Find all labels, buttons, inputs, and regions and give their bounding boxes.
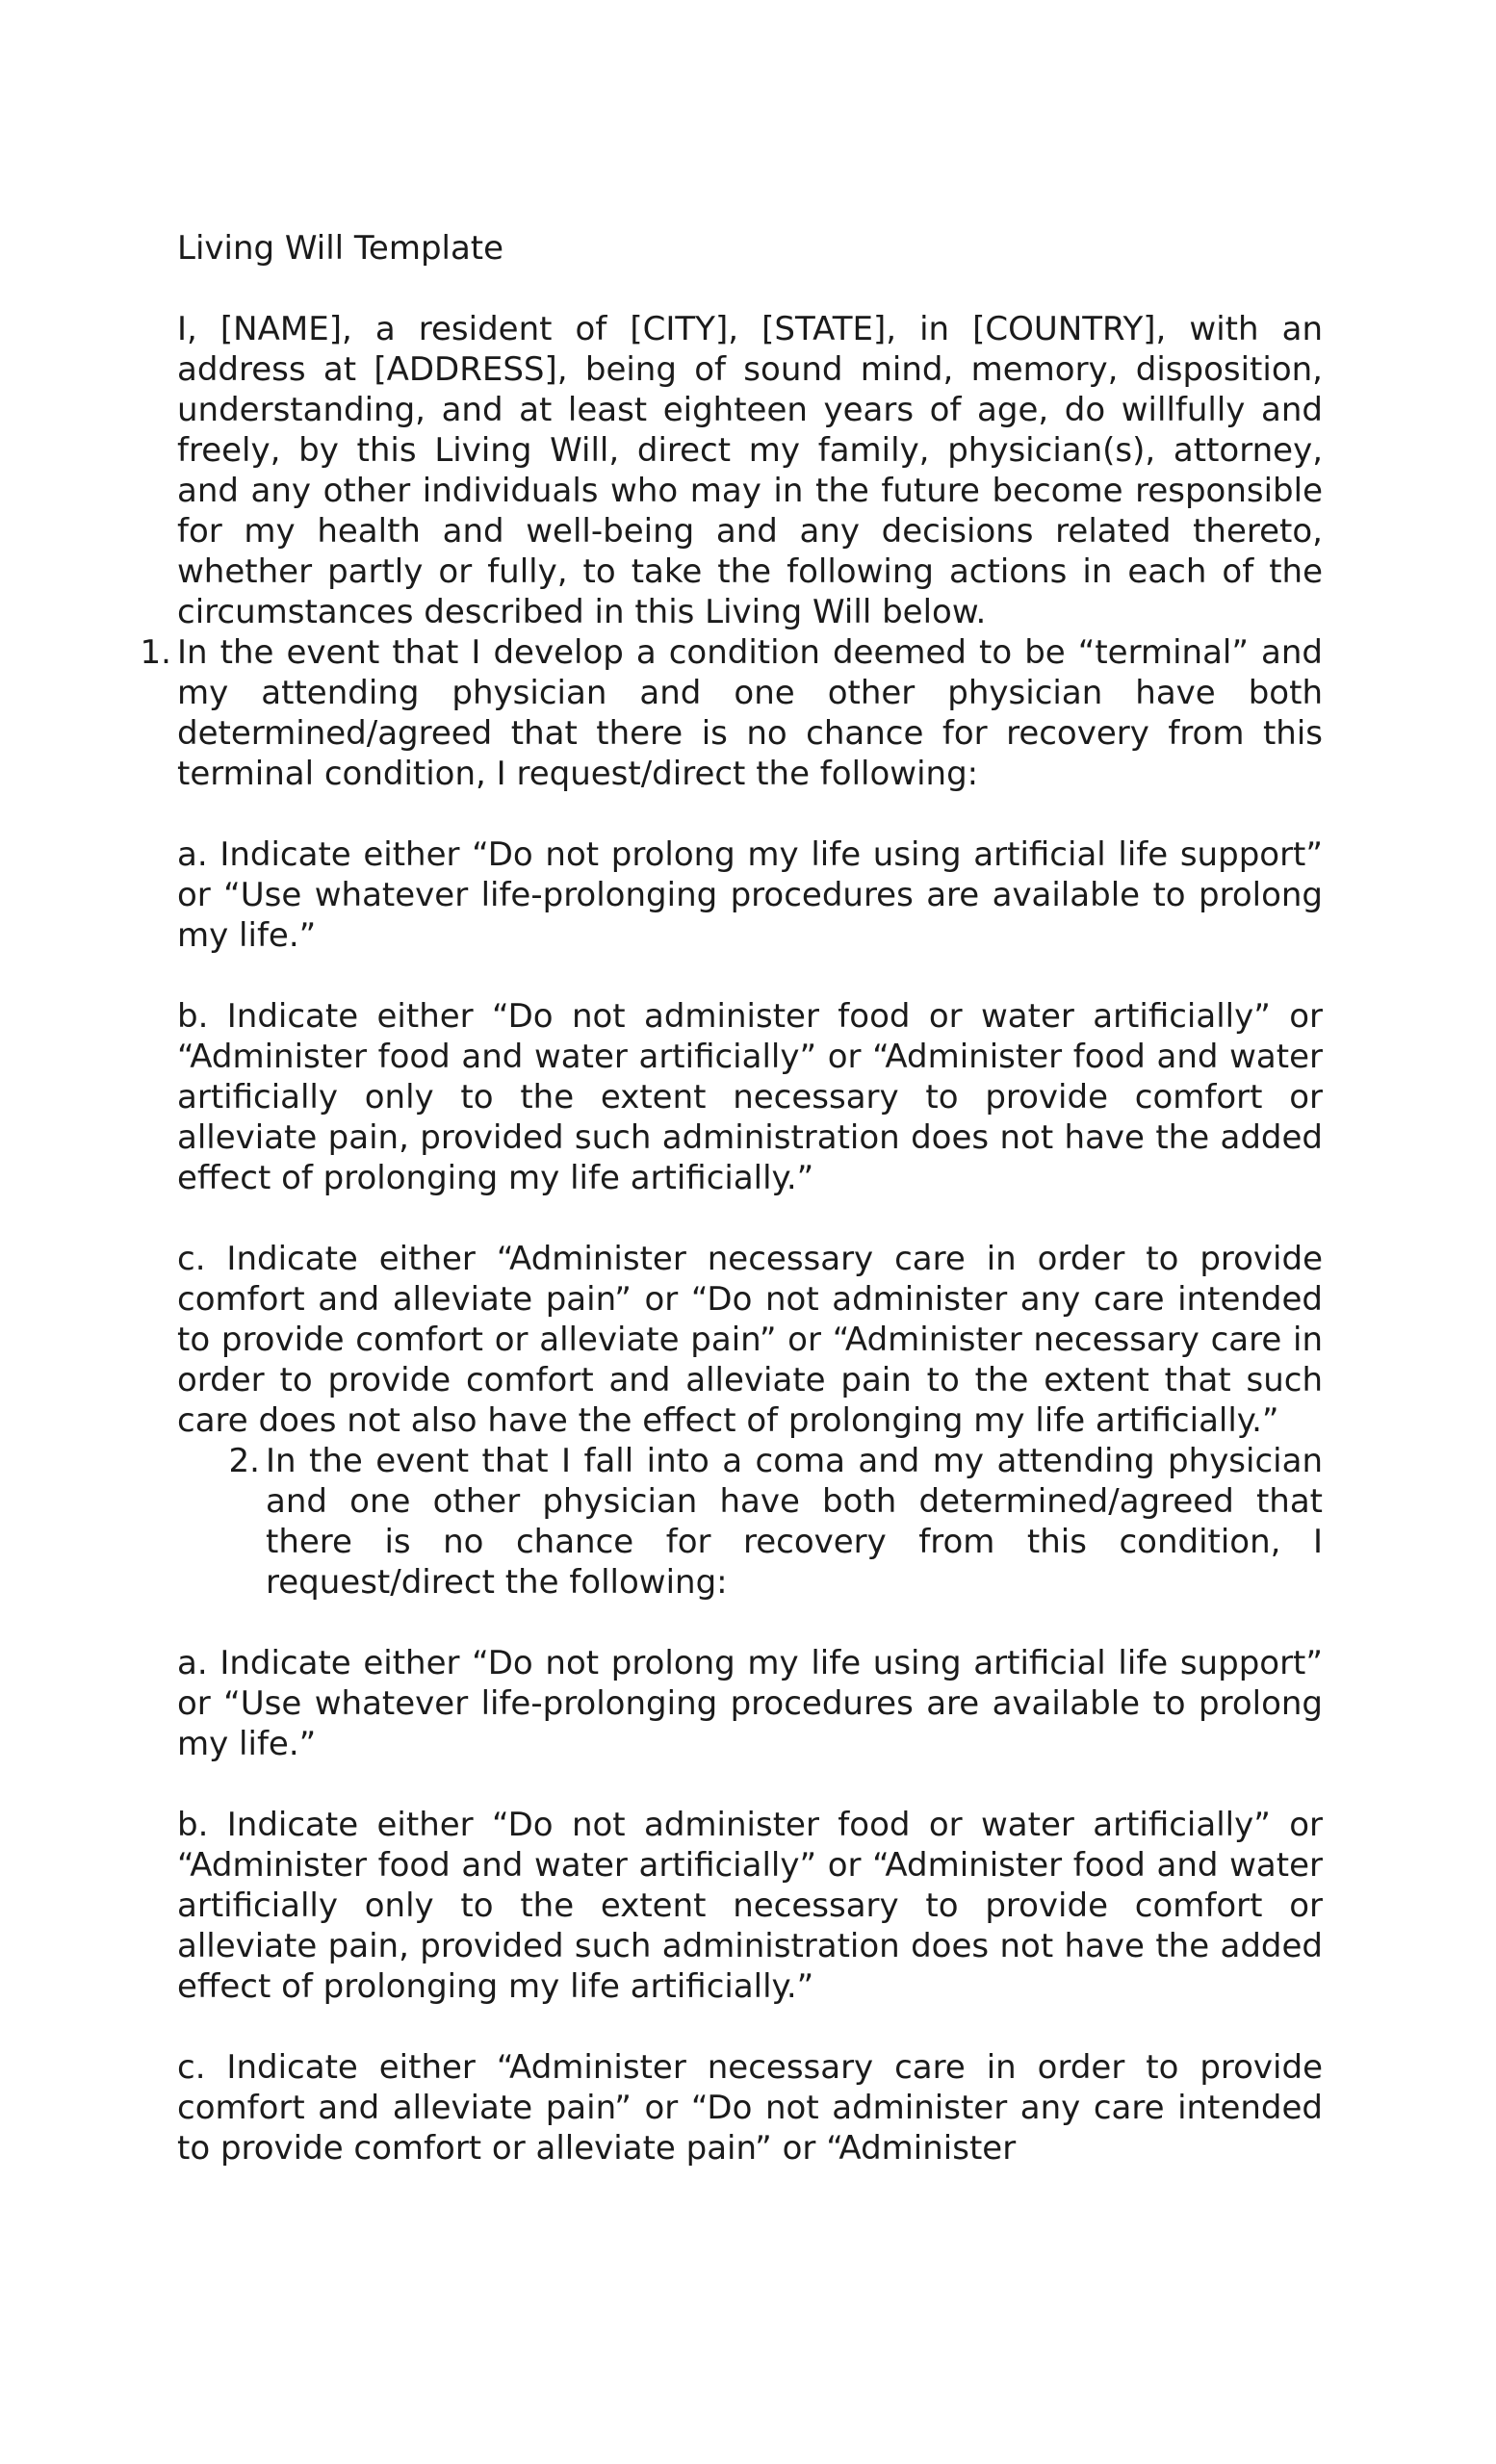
item-number: 1.: [140, 633, 171, 672]
section-1-option-c: c. Indicate either “Administer necessary care in order to provide comfort and alleviate pain” or “Do not administer any care intended to provide comfort or alleviate pain” or “Administer necessary care in order to provide comfort and alleviate pain to the extent that such care does not also have the effect of prolonging my life artificially.”: [177, 1240, 1323, 1440]
item-text: In the event that I fall into a coma and my attending physician and one other physician have both determined/agreed that there is no chance for recovery from this condition, I request/direct the following:: [266, 1442, 1323, 1602]
section-2-option-a: a. Indicate either “Do not prolong my life using artificial life support” or “Use whatever life-prolonging procedures are available to prolong my life.”: [177, 1644, 1323, 1763]
intro-paragraph: I, [NAME], a resident of [CITY], [STATE], in [COUNTRY], with an address at [ADDRESS], being of sound mind, memory, disposition, understanding, and at least eighteen years of age, do willfully and freely, by this Living Will, direct my family, physician(s), attorney, and any other individuals who may in the future become responsible for my health and well-being and any decisions related thereto, whether partly or fully, to take the following actions in each of the circumstances described in this Living Will below.: [177, 310, 1323, 631]
document-body: [140, 228, 1323, 2169]
section-1-option-b: b. Indicate either “Do not administer food or water artificially” or “Administer food and water artificially” or “Administer food and water artificially only to the extent necessary to provide comfort or alleviate pain, provided such administration does not have the added effect of prolonging my life artificially.”: [177, 997, 1323, 1197]
section-1-option-a: a. Indicate either “Do not prolong my life using artificial life support” or “Use whatever life-prolonging procedures are available to prolong my life.”: [177, 835, 1323, 955]
document-title: Living Will Template: [177, 229, 504, 268]
numbered-item-1: [140, 632, 1323, 794]
item-text: In the event that I develop a condition deemed to be “terminal” and my attending physician and one other physician have both determined/agreed that there is no chance for recovery from this terminal condition, I request/direct the following:: [177, 633, 1323, 793]
section-2-option-c: c. Indicate either “Administer necessary care in order to provide comfort and alleviate pain” or “Do not administer any care intended to provide comfort or alleviate pain” or “Administer: [177, 2048, 1323, 2168]
item-number: 2.: [228, 1442, 260, 1480]
section-2-option-b: b. Indicate either “Do not administer food or water artificially” or “Administer food and water artificially” or “Administer food and water artificially only to the extent necessary to provide comfort or alleviate pain, provided such administration does not have the added effect of prolonging my life artificially.”: [177, 1806, 1323, 2006]
numbered-item-2: [228, 1441, 1323, 1603]
